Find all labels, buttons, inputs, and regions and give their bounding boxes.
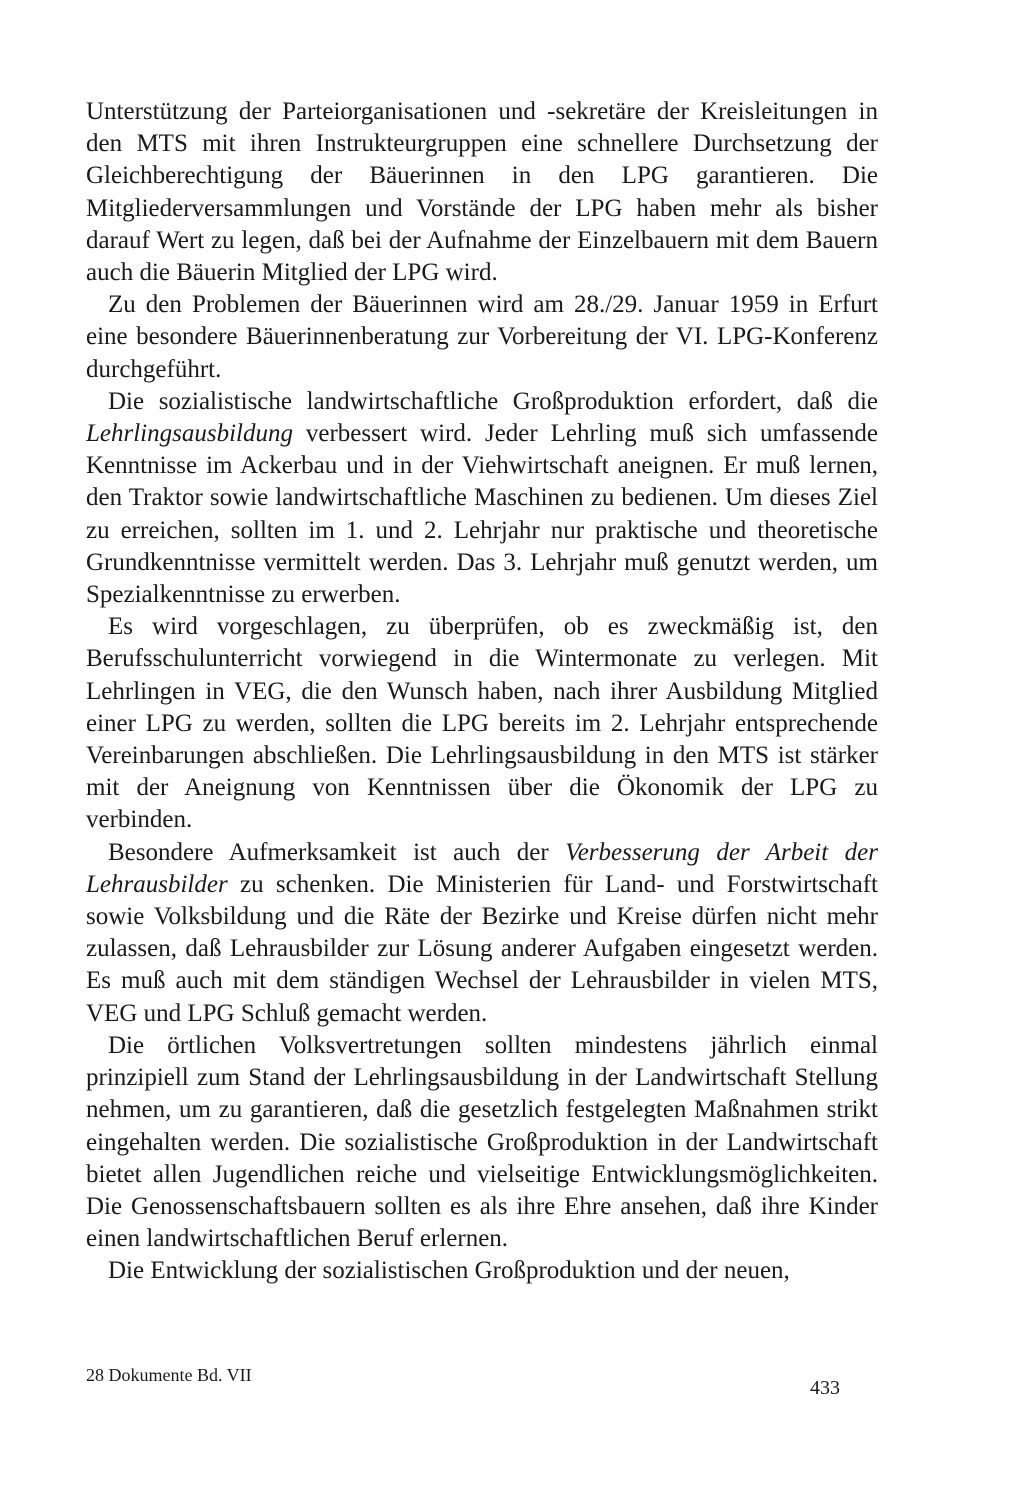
paragraph-text: Unterstützung der Parteiorganisationen und -sekretäre der Kreisleitungen in den MTS mit ihren Instrukteurgruppen eine schnellere Durchsetzung der Gleichberechtigung der Bäuerinnen in den LPG garantieren. Die Mitgliederversammlungen und Vorstände der LPG haben mehr als bisher darauf Wert zu legen, daß bei der Aufnahme der Einzelbauern mit dem Bauern auch die Bäuerin Mitglied der LPG wird. bbox=[86, 98, 878, 287]
paragraph-2 bbox=[86, 289, 878, 386]
page-number: 433 bbox=[810, 1377, 840, 1399]
italic-term-lehrausbilder: Verbesserung der Arbeit der Lehrausbilder bbox=[86, 838, 878, 898]
paragraph-text: verbessert wird. Jeder Lehrling muß sich umfassende Kenntnisse im Ackerbau und in der Viehwirtschaft aneignen. Er muß lernen, den Traktor sowie landwirtschaftliche Maschinen zu bedienen. Um dieses Ziel zu erreichen, sollten im 1. und 2. Lehrjahr nur praktische und theoretische Grundkenntnisse vermittelt werden. Das 3. Lehrjahr muß genutzt werden, um Spezialkenntnisse zu erwerben. bbox=[86, 420, 878, 609]
paragraph-text: Zu den Problemen der Bäuerinnen wird am 28./29. Januar 1959 in Erfurt eine besondere Bäuerinnenberatung zur Vorbereitung der VI. LPG-Konferenz durchgeführt. bbox=[86, 291, 878, 383]
paragraph-6 bbox=[86, 1030, 878, 1255]
page-body bbox=[86, 96, 878, 1288]
paragraph-text: Die Entwicklung der sozialistischen Großproduktion und der neuen, bbox=[108, 1257, 790, 1285]
paragraph-text: Besondere Aufmerksamkeit ist auch der bbox=[108, 838, 566, 866]
paragraph-4 bbox=[86, 611, 878, 836]
paragraph-text: Es wird vorgeschlagen, zu überprüfen, ob es zweckmäßig ist, den Berufsschulunterricht vorwiegend in die Wintermonate zu verlegen. Mit Lehrlingen in VEG, die den Wunsch haben, nach ihrer Ausbildung Mitglied einer LPG zu werden, sollten die LPG bereits im 2. Lehrjahr entsprechende Vereinbarungen abschließen. Die Lehrlingsausbildung in den MTS ist stärker mit der Aneignung von Kenntnissen über die Ökonomik der LPG zu verbinden. bbox=[86, 613, 878, 834]
paragraph-text: Die sozialistische landwirtschaftliche Großproduktion erfordert, daß die bbox=[108, 387, 878, 415]
italic-term-lehrlingsausbildung: Lehrlingsausbildung bbox=[86, 420, 293, 448]
paragraph-3 bbox=[86, 386, 878, 611]
paragraph-text: Die örtlichen Volksvertretungen sollten mindestens jährlich einmal prinzipiell zum Stand der Lehrlingsausbildung in der Landwirtschaft Stellung nehmen, um zu garantieren, daß die gesetzlich festgelegten Maßnahmen strikt eingehalten werden. Die sozialistische Großproduktion in der Landwirtschaft bietet allen Jugendlichen reiche und vielseitige Entwicklungsmöglichkeiten. Die Genossenschaftsbauern sollten es als ihre Ehre ansehen, daß ihre Kinder einen landwirtschaftlichen Beruf erlernen. bbox=[86, 1031, 878, 1253]
paragraph-7 bbox=[86, 1255, 878, 1287]
paragraph-text: zu schenken. Die Ministerien für Land- und Forstwirtschaft sowie Volksbildung und die Räte der Bezirke und Kreise dürfen nicht mehr zulassen, daß Lehrausbilder zur Lösung anderer Aufgaben eingesetzt werden. Es muß auch mit dem ständigen Wechsel der Lehrausbilder in vielen MTS, VEG und LPG Schluß gemacht werden. bbox=[86, 870, 878, 1027]
paragraph-5 bbox=[86, 837, 878, 1030]
page-footer bbox=[86, 1357, 878, 1397]
paragraph-1 bbox=[86, 96, 878, 289]
printer-signature: 28 Dokumente Bd. VII bbox=[86, 1365, 252, 1385]
